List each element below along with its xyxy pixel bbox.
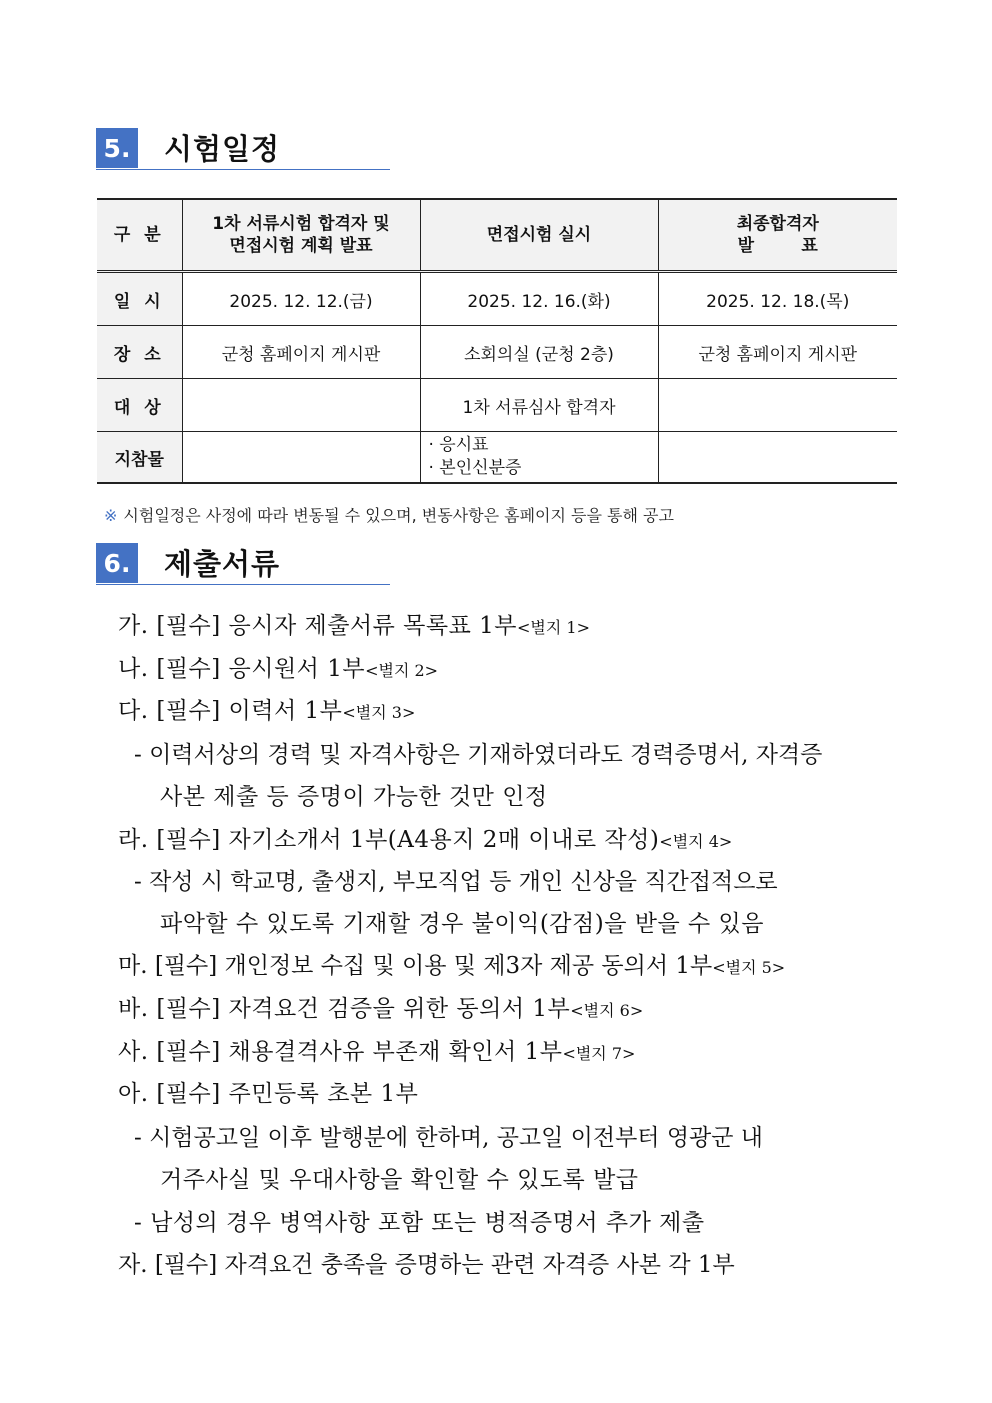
list-item: 라. [필수] 자기소개서 1부(A4용지 2매 이내로 작성)<별지 4> (118, 827, 733, 853)
list-sub-item-cont: 파악할 수 있도록 기재할 경우 불이익(감점)을 받을 수 있음 (160, 911, 764, 937)
table-cell: 1차 서류심사 합격자 (420, 379, 658, 432)
list-item: 가. [필수] 응시자 제출서류 목록표 1부<별지 1> (118, 613, 590, 639)
heading-underline (96, 584, 390, 585)
schedule-note (104, 503, 674, 526)
table-cell (182, 432, 420, 484)
table-cell: 2025. 12. 12.(금) (182, 272, 420, 326)
header-col-1: 1차 서류시험 합격자 및 면접시험 계획 발표 (182, 199, 420, 272)
table-cell (658, 432, 897, 484)
list-sub-item-cont: 거주사실 및 우대사항을 확인할 수 있도록 발급 (160, 1167, 639, 1193)
table-header-row (97, 199, 897, 272)
list-sub-item: - 시험공고일 이후 발행분에 한하며, 공고일 이전부터 영광군 내 (134, 1125, 764, 1151)
list-sub-item-cont: 사본 제출 등 증명이 가능한 것만 인정 (160, 784, 548, 810)
list-item: 바. [필수] 자격요건 검증을 위한 동의서 1부<별지 6> (118, 996, 644, 1022)
header-col-2: 면접시험 실시 (420, 199, 658, 272)
row-label: 지참물 (97, 432, 182, 484)
row-label: 일 시 (97, 272, 182, 326)
list-item: 아. [필수] 주민등록 초본 1부 (118, 1081, 419, 1107)
section-5-heading (96, 128, 390, 170)
list-item: 나. [필수] 응시원서 1부<별지 2> (118, 656, 439, 682)
table-cell: 2025. 12. 18.(목) (658, 272, 897, 326)
note-mark-icon: ※ (104, 506, 118, 525)
table-row (97, 379, 897, 432)
heading-underline (96, 169, 390, 170)
items-cell (420, 432, 658, 484)
section-title: 시험일정 (164, 132, 281, 166)
table-cell: 2025. 12. 16.(화) (420, 272, 658, 326)
table-cell (182, 379, 420, 432)
list-item: 사. [필수] 채용결격사유 부존재 확인서 1부<별지 7> (118, 1039, 636, 1065)
header-label: 구 분 (97, 199, 182, 272)
note-text: 시험일정은 사정에 따라 변동될 수 있으며, 변동사항은 홈페이지 등을 통해 공고 (123, 506, 674, 525)
list-item: 마. [필수] 개인정보 수집 및 이용 및 제3자 제공 동의서 1부<별지 5> (118, 953, 786, 979)
table-cell (658, 379, 897, 432)
list-sub-item: - 작성 시 학교명, 출생지, 부모직업 등 개인 신상을 직간접적으로 (134, 869, 778, 895)
header-col-3: 최종합격자 발 표 (658, 199, 897, 272)
table-row (97, 326, 897, 379)
row-label: 대 상 (97, 379, 182, 432)
list-sub-item: - 이력서상의 경력 및 자격사항은 기재하였더라도 경력증명서, 자격증 (134, 742, 823, 768)
table-row (97, 432, 897, 484)
schedule-table (97, 198, 897, 484)
section-6-heading (96, 543, 390, 585)
list-item: 자. [필수] 자격요건 충족을 증명하는 관련 자격증 사본 각 1부 (118, 1252, 735, 1278)
section-number: 5. (96, 128, 138, 168)
table-row (97, 272, 897, 326)
table-cell: 군청 홈페이지 게시판 (182, 326, 420, 379)
list-item: · 본인신분증 (428, 458, 522, 478)
list-sub-item: - 남성의 경우 병역사항 포함 또는 병적증명서 추가 제출 (134, 1210, 705, 1236)
row-label: 장 소 (97, 326, 182, 379)
table-cell: 소회의실 (군청 2층) (420, 326, 658, 379)
table-cell: 군청 홈페이지 게시판 (658, 326, 897, 379)
section-number: 6. (96, 543, 138, 583)
list-item: · 응시표 (428, 435, 489, 455)
list-item: 다. [필수] 이력서 1부<별지 3> (118, 698, 416, 724)
section-title: 제출서류 (164, 547, 281, 581)
